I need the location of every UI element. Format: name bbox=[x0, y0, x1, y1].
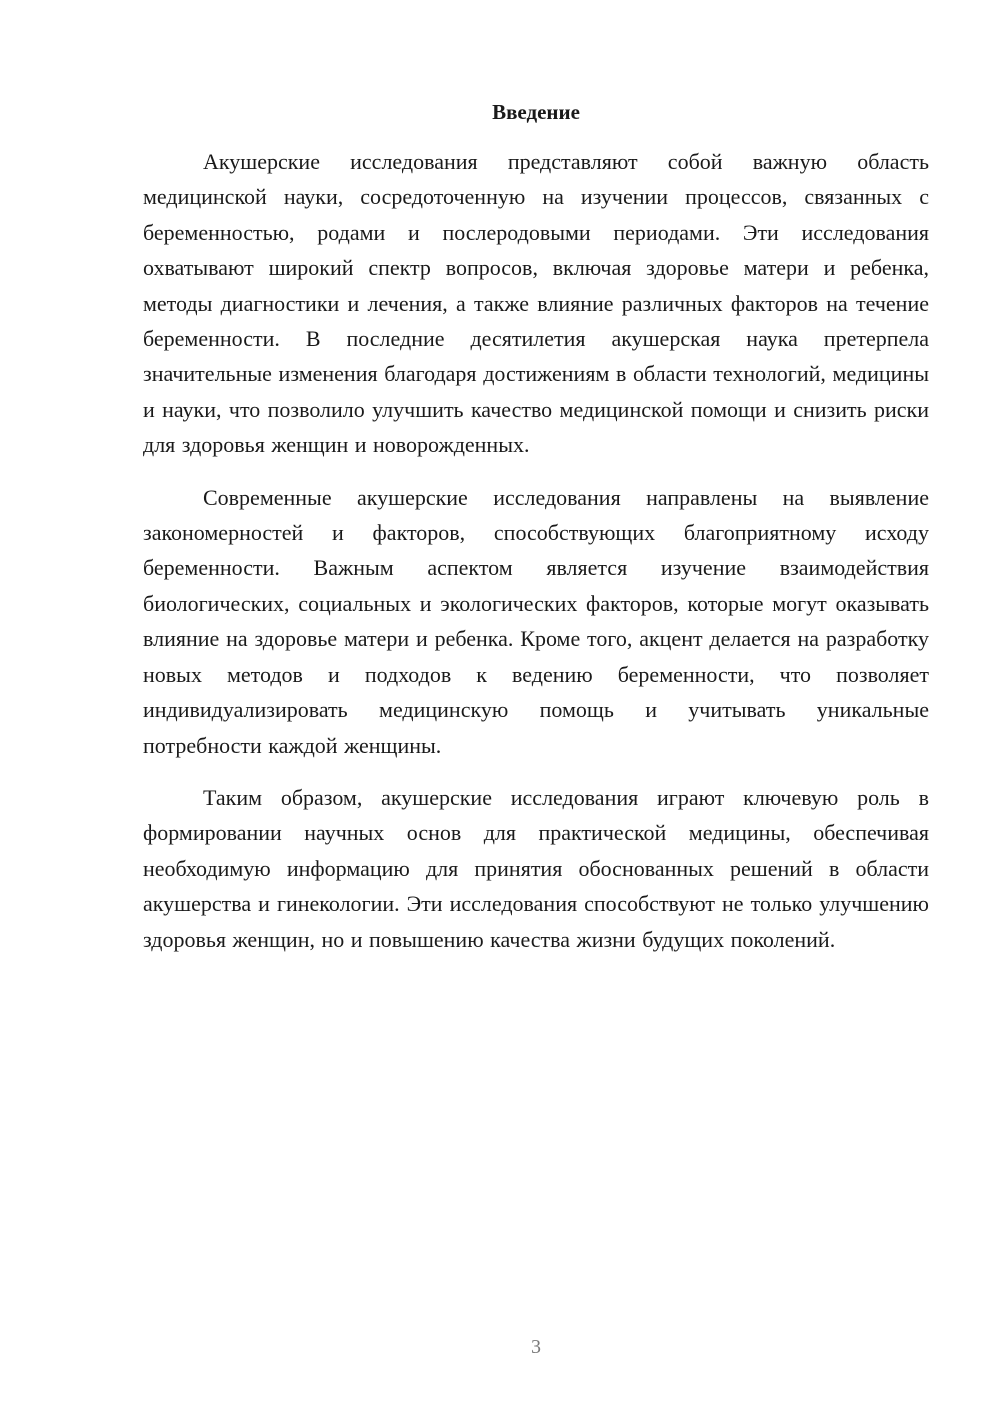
section-heading: Введение bbox=[492, 100, 580, 124]
body-text bbox=[143, 144, 929, 974]
paragraph-2: Современные акушерские исследования направлены на выявление закономерностей и факторов, способствующих благоприятному исходу беременности. Важным аспектом является изучение взаимодействия биологических, социальных и экологических факторов, которые могут оказывать влияние на здоровье матери и ребенка. Кроме того, акцент делается на разработку новых методов и подходов к ведению беременности, что позволяет индивидуализировать медицинскую помощь и учитывать уникальные потребности каждой женщины. bbox=[143, 484, 929, 758]
paragraph-1: Акушерские исследования представляют собой важную область медицинской науки, сосредоточенную на изучении процессов, связанных с беременностью, родами и послеродовыми периодами. Эти исследования охватывают широкий спектр вопросов, включая здоровье матери и ребенка, методы диагностики и лечения, а также влияние различных факторов на течение беременности. В последние десятилетия акушерская наука претерпела значительные изменения благодаря достижениям в области технологий, медицины и науки, что позволило улучшить качество медицинской помощи и снизить риски для здоровья женщин и новорожденных. bbox=[143, 149, 929, 458]
paragraph-3: Таким образом, акушерские исследования играют ключевую роль в формировании научных основ для практической медицины, обеспечивая необходимую информацию для принятия обоснованных решений в области акушерства и гинекологии. Эти исследования способствуют не только улучшению здоровья женщин, но и повышению качества жизни будущих поколений. bbox=[143, 784, 929, 952]
page-number: 3 bbox=[531, 1336, 541, 1358]
